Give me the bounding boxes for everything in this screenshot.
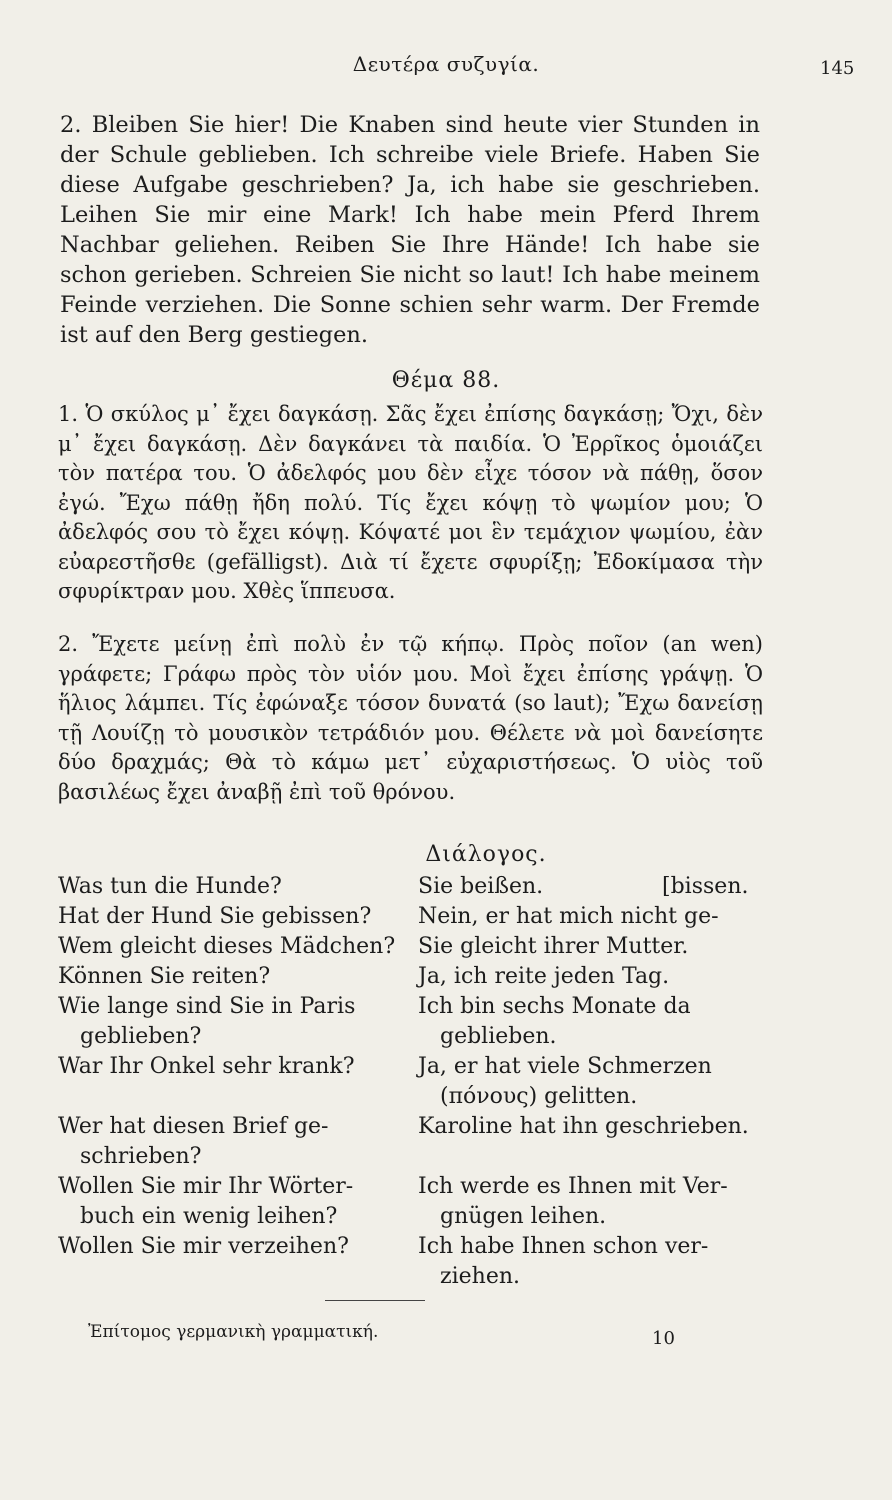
dialogue-row — [58, 962, 778, 992]
question: War Ihr Onkel sehr krank? — [58, 1054, 355, 1079]
theme-heading: Θέμα 88. — [391, 368, 501, 393]
question: Hat der Hund Sie gebissen? — [58, 904, 372, 929]
question: Wie lange sind Sie in Paris geblieben? — [58, 994, 356, 1049]
answer: Nein, er hat mich nicht ge- — [418, 904, 719, 929]
dialogue-row — [58, 992, 778, 1052]
question: Wollen Sie mir Ihr Wörter- buch ein wenig leihen? — [58, 1174, 354, 1229]
dialogue-row — [58, 872, 778, 902]
question: Wer hat diesen Brief ge- schrieben? — [58, 1114, 329, 1169]
page-number: 145 — [820, 58, 855, 79]
theme-part-1: 1. Ὁ σκύλος μ᾽ ἔχει δαγκάσῃ. Σᾶς ἔχει ἐπίσης δαγκάσῃ; Ὄχι, δὲν μ᾽ ἔχει δαγκάσῃ. Δὲν δαγκάνει τὰ παιδία. Ὁ Ἐρρῖκος ὁμοιάζει τὸν πατέρα του. Ὁ ἀδελφός μου δὲν εἶχε τόσον νὰ πάθῃ, ὅσον ἐγώ. Ἔχω πάθῃ ἤδη πολύ. Τίς ἔχει κόψῃ τὸ ψωμίον μου; Ὁ ἀδελφός σου τὸ ἔχει κόψῃ. Κόψατέ μοι ἓν τεμάχιον ψωμίου, ἐὰν εὐαρεστῆσθε (gefälligst). Διὰ τί ἔχετε σφυρίξῃ; Ἐδοκίμασα τὴν σφυρίκτραν μου. Χθὲς ἵππευσα. — [58, 402, 763, 603]
question: Was tun die Hunde? — [58, 874, 282, 899]
answer: Ich bin sechs Monate da geblieben. — [418, 994, 691, 1049]
dialogue-row — [58, 1232, 778, 1292]
dialogue-row — [58, 932, 778, 962]
answer: Ich habe Ihnen schon ver- ziehen. — [418, 1234, 709, 1289]
answer: Karoline hat ihn geschrieben. — [418, 1114, 749, 1139]
dialogue-row — [58, 1172, 778, 1232]
question: Können Sie reiten? — [58, 964, 271, 989]
footer-divider — [325, 1300, 425, 1301]
answer: Sie gleicht ihrer Mutter. — [418, 934, 689, 959]
dialogue-table — [58, 872, 778, 1292]
dialogue-row — [58, 1052, 778, 1112]
answer: Ja, ich reite jeden Tag. — [418, 964, 670, 989]
dialogue-heading: Διάλογος. — [425, 842, 547, 867]
answer: Sie beißen. [bissen. — [418, 874, 749, 899]
theme-part-2: 2. Ἔχετε μείνῃ ἐπὶ πολὺ ἐν τῷ κήπῳ. Πρὸς ποῖον (an wen) γράφετε; Γράφω πρὸς τὸν υἱόν μου. Μοὶ ἔχει ἐπίσης γράψῃ. Ὁ ἥλιος λάμπει. Τίς ἐφώναξε τόσον δυνατά (so laut); Ἔχω δανείσῃ τῇ Λουίζῃ τὸ μουσικὸν τετράδιόν μου. Θέλετε νὰ μοὶ δανείσητε δύο δραχμάς; Θὰ τὸ κάμω μετ᾽ εὐχαριστήσεως. Ὁ υἱὸς τοῦ βασιλέως ἔχει ἀναβῇ ἐπὶ τοῦ θρόνου. — [58, 632, 763, 804]
exercise-2-paragraph: 2. Bleiben Sie hier! Die Knaben sind heute vier Stunden in der Schule geblieben. Ich schreibe viele Briefe. Haben Sie diese Aufgabe geschrieben? Ja, ich habe sie geschrieben. Leihen Sie mir eine Mark! Ich habe mein Pferd Ihrem Nachbar geliehen. Reiben Sie Ihre Hände! Ich habe sie schon gerieben. Schreien Sie nicht so laut! Ich habe meinem Feinde verziehen. Die Sonne schien sehr warm. Der Fremde ist auf den Berg gestiegen. — [60, 112, 760, 348]
footer-book-title: Ἐπίτομος γερμανικὴ γραμματική. — [88, 1322, 379, 1342]
signature-mark: 10 — [652, 1328, 675, 1349]
question: Wollen Sie mir verzeihen? — [58, 1234, 349, 1259]
answer: Ja, er hat viele Schmerzen (πόνους) gelitten. — [418, 1054, 712, 1109]
running-header: Δευτέρα συζυγία. — [352, 52, 540, 76]
dialogue-row — [58, 1112, 778, 1172]
question: Wem gleicht dieses Mädchen? — [58, 934, 396, 959]
dialogue-row — [58, 902, 778, 932]
answer: Ich werde es Ihnen mit Ver- gnügen leihen. — [418, 1174, 728, 1229]
